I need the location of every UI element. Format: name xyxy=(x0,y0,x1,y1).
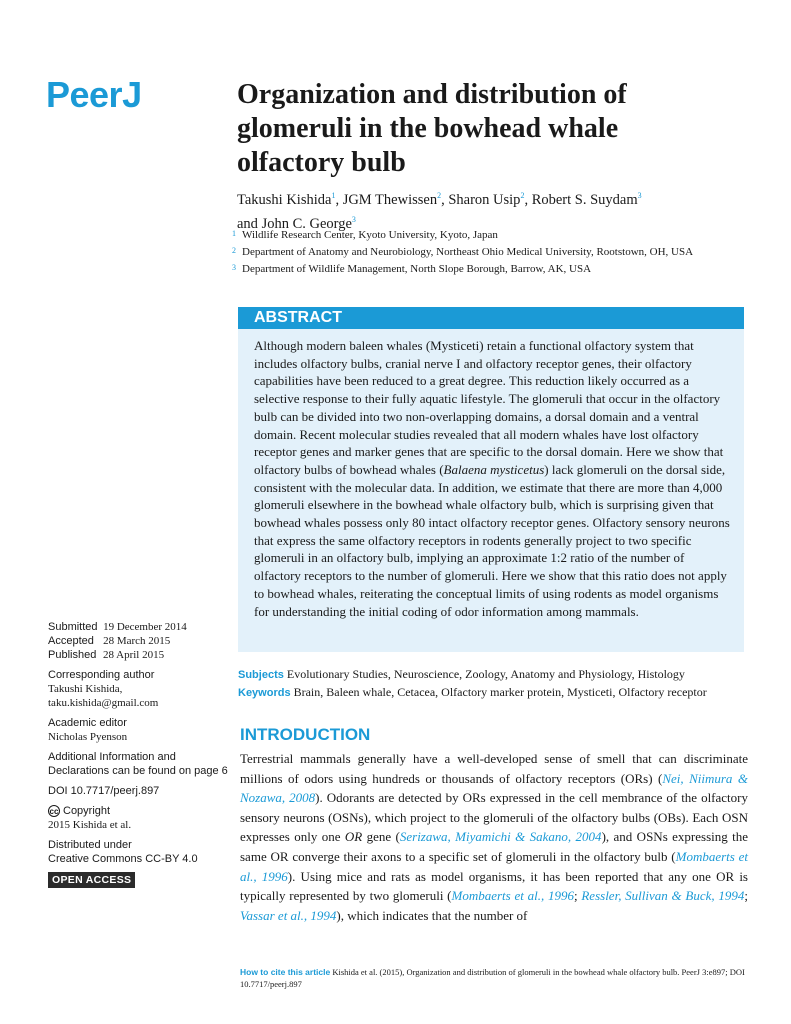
corresponding-author-email[interactable]: taku.kishida@gmail.com xyxy=(48,697,159,709)
subjects-keywords xyxy=(238,666,758,702)
author-name[interactable]: John C. George xyxy=(261,215,352,232)
author-list: Takushi Kishida$^1$, JGM Thewissen$^2$, Sharon Usip$^2$, Robert S. Suydam$^3$ and John C. George$^3$ xyxy=(237,191,642,232)
intro-text-segment: ). Using mice and rats as model organisms, it has been reported that any one OR is typically represented by two glomeruli ( xyxy=(240,868,748,904)
intro-text-segment: gene ( xyxy=(362,829,400,845)
academic-editor-name: Nicholas Pyenson xyxy=(48,731,128,743)
affiliation-number: 2 xyxy=(232,246,236,255)
open-access-badge: OPEN ACCESS xyxy=(48,872,135,888)
copyright-icon: cc xyxy=(49,807,59,817)
author-name[interactable]: Takushi Kishida xyxy=(237,191,332,208)
published-row xyxy=(48,648,228,662)
affiliation-item xyxy=(232,228,712,243)
intro-text-segment: ), and OSNs expressing the same OR converge their axons to a specific set of glomeruli in the olfactory bulb ( xyxy=(240,829,749,864)
affiliation-text: Wildlife Research Center, Kyoto University, Kyoto, Japan xyxy=(242,229,498,241)
author-affiliation-number: 2 xyxy=(520,191,525,200)
author-affiliation-number: 2 xyxy=(437,191,442,200)
keywords-line xyxy=(238,684,758,702)
keywords-text: Brain, Baleen whale, Cetacea, Olfactory marker protein, Mysticeti, Olfactory receptor xyxy=(293,685,707,699)
affiliation-text: Department of Anatomy and Neurobiology, Northeast Ohio Medical University, Rootstown, OH, USA xyxy=(242,246,694,258)
abstract-heading: ABSTRACT xyxy=(238,307,744,329)
citation-link[interactable]: Mombaerts et al., 1996 xyxy=(451,888,574,904)
keywords-label: Keywords xyxy=(238,687,291,699)
affiliation-number: 1 xyxy=(232,229,236,238)
subjects-label: Subjects xyxy=(238,669,284,681)
intro-text-segment: ; xyxy=(573,888,582,904)
subjects-line xyxy=(238,666,758,684)
introduction-text xyxy=(240,749,748,925)
abstract-text xyxy=(238,329,744,620)
affiliation-item xyxy=(232,262,712,277)
accepted-label: Accepted xyxy=(48,635,94,647)
author-affiliation-number: 1 xyxy=(331,191,336,200)
corresponding-author-label: Corresponding author xyxy=(48,669,155,681)
cite-label: How to cite this article xyxy=(240,967,331,977)
accepted-row xyxy=(48,634,228,648)
citation-link[interactable]: Ressler, Sullivan & Buck, 1994 xyxy=(581,888,745,904)
introduction-heading: INTRODUCTION xyxy=(240,725,371,744)
abstract-box xyxy=(238,307,744,652)
published-date: 28 April 2015 xyxy=(103,649,165,661)
affiliation-number: 3 xyxy=(232,263,236,272)
doi[interactable]: DOI 10.7717/peerj.897 xyxy=(48,785,160,797)
corresponding-author-name: Takushi Kishida, xyxy=(48,683,123,695)
accepted-date: 28 March 2015 xyxy=(103,635,171,647)
copyright-text: 2015 Kishida et al. xyxy=(48,819,132,831)
author-affiliation-number: 3 xyxy=(351,214,356,224)
peerj-logo: PeerJ xyxy=(46,74,142,115)
intro-text-segment: ; xyxy=(744,888,749,904)
intro-text-segment: ). Odorants are detected by ORs expressed in the cell membrance of the olfactory sensory neurons (OSNs), which project to the glomeruli of the olfactory bulbs (OBs). Each OSN expresses only one xyxy=(240,790,748,845)
citation-footer xyxy=(240,966,750,990)
affiliation-text: Department of Wildlife Management, North Slope Borough, Barrow, AK, USA xyxy=(242,263,592,275)
paper-title: Organization and distribution of glomeruli in the bowhead whale olfactory bulb xyxy=(237,79,627,178)
abstract-part-1: Although modern baleen whales (Mysticeti) retain a functional olfactory system that includes olfactory bulbs, cranial nerve I and olfactory receptor genes, their olfactory capabilities have been reduced to a great degree. This reduction likely occurred as a selective response to their fully aquatic lifestyle. The glomeruli that occur in the olfactory bulb can be divided into two non-overlapping domains, a dorsal domain and a ventral domain. Recent molecular studies revealed that all modern whales have lost olfactory receptor genes and marker genes that are specific to the dorsal domain. Here we show that olfactory bulbs of bowhead whales ( xyxy=(254,338,724,477)
copyright-row xyxy=(48,804,228,818)
distributed-under-label: Distributed under xyxy=(48,839,132,851)
submitted-label: Submitted xyxy=(48,621,98,633)
abstract-part-2: ) lack glomeruli on the dorsal side, consistent with the molecular data. In addition, we estimate that there are more than 4,000 glomeruli elsewhere in the bowhead whale olfactory bulb, which is surprising given that bowhead whales possess only 80 intact olfactory receptor genes. Olfactory sensory neurons that express the same olfactory receptors in rodents generally project to two specific glomeruli in an olfactory bulb, implying an approximate 1:2 ratio of the number of olfactory receptors to the number of glomeruli. Here we show that this ratio does not apply to bowhead whales, reiterating the conceptual limits of using rodents as model organisms for understanding the initial coding of odor information among mammals. xyxy=(254,461,730,619)
academic-editor-label: Academic editor xyxy=(48,717,127,729)
article-info-sidebar xyxy=(48,620,228,888)
copyright-label: Copyright xyxy=(63,805,111,817)
author-name[interactable]: Robert S. Suydam xyxy=(531,191,638,208)
submitted-date: 19 December 2014 xyxy=(103,621,187,633)
cite-text: Kishida et al. (2015), Organization and distribution of glomeruli in the bowhead whale olfactory bulb. PeerJ 3:e897; DOI 10.7717/peerj.897 xyxy=(240,967,745,989)
species-name: Balaena mysticetus xyxy=(443,461,545,477)
additional-info-link[interactable]: Additional Information and Declarations can be found on page 6 xyxy=(48,751,228,777)
intro-text-segment: ), which indicates that the number of xyxy=(336,907,528,923)
gene-name: OR xyxy=(344,829,363,845)
intro-text-segment: Terrestrial mammals generally have a well-developed sense of smell that can discriminate millions of odors using hundreds or thousands of olfactory receptors (ORs) ( xyxy=(240,751,748,786)
citation-link[interactable]: Nei, Niimura & Nozawa, 2008 xyxy=(240,770,748,806)
author-affiliation-number: 3 xyxy=(637,191,642,200)
published-label: Published xyxy=(48,649,97,661)
subjects-text: Evolutionary Studies, Neuroscience, Zoology, Anatomy and Physiology, Histology xyxy=(286,667,685,681)
author-name[interactable]: Sharon Usip xyxy=(448,191,521,208)
license-link[interactable]: Creative Commons CC-BY 4.0 xyxy=(48,853,198,865)
citation-link[interactable]: Mombaerts et al., 1996 xyxy=(240,848,748,884)
citation-link[interactable]: Serizawa, Miyamichi & Sakano, 2004 xyxy=(399,829,602,845)
citation-link[interactable]: Vassar et al., 1994 xyxy=(240,907,337,923)
affiliation-item xyxy=(232,245,712,260)
author-name[interactable]: JGM Thewissen xyxy=(342,191,438,208)
submitted-row xyxy=(48,620,228,634)
affiliation-list xyxy=(232,228,712,279)
